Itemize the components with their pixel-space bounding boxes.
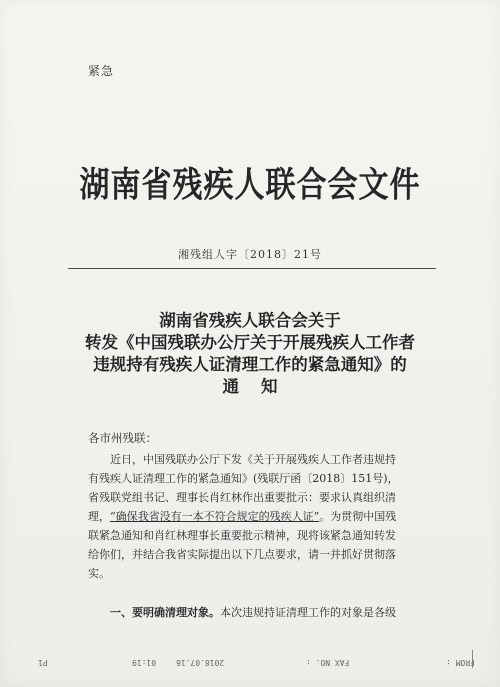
body-line-2: 有残疾人证清理工作的紧急通知》(残联厅函〔2018〕151号)， bbox=[88, 472, 399, 485]
header-divider bbox=[68, 268, 436, 269]
fax-time: 01:19 bbox=[132, 658, 157, 667]
issuing-organization-title: 湖南省残疾人联合会文件 bbox=[79, 165, 421, 206]
section-heading-bold: 一、要明确清理对象。 bbox=[110, 606, 220, 619]
fax-edge-mark bbox=[472, 650, 487, 668]
fax-page-number: P1 bbox=[38, 658, 48, 667]
section-heading-1 bbox=[110, 604, 396, 620]
document-number: 湘残组人字〔2018〕21号 bbox=[178, 248, 322, 261]
body-paragraph bbox=[88, 450, 428, 583]
body-line-5: 联紧急通知和肖红林理事长重要批示精神，现将该紧急通知转发 bbox=[88, 529, 396, 542]
body-line-4-end: 。为贯彻中国残 bbox=[319, 510, 397, 523]
section-heading-text: 本次违规持证清理工作的对象是各级 bbox=[220, 606, 396, 619]
headline-line-2: 转发《中国残联办公厅关于开展残疾人工作者 bbox=[85, 333, 415, 352]
notice-headline bbox=[0, 310, 500, 398]
body-line-6: 给你们，并结合我省实际提出以下几点要求，请一并抓好贯彻落 bbox=[88, 548, 396, 561]
underlined-quote: “确保我省没有一本不符合规定的残疾人证” bbox=[110, 510, 320, 523]
headline-line-3: 违规持有残疾人证清理工作的紧急通知》的 bbox=[93, 355, 407, 374]
fax-from-label: FROM : bbox=[446, 658, 475, 667]
body-line-4-start: 理， bbox=[88, 510, 110, 523]
fax-number-label: FAX NO. : bbox=[306, 658, 350, 667]
fax-transmission-footer bbox=[0, 650, 500, 674]
body-line-4 bbox=[88, 507, 428, 526]
fax-date: 2018.07.16 bbox=[176, 658, 225, 667]
urgency-label: 紧急 bbox=[88, 64, 115, 78]
headline-line-4: 通知 bbox=[222, 377, 300, 396]
salutation: 各市州残联： bbox=[88, 431, 157, 445]
body-line-1: 近日，中国残联办公厅下发《关于开展残疾人工作者违规持 bbox=[110, 453, 396, 466]
body-line-7: 实。 bbox=[88, 567, 110, 580]
body-line-3: 省残联党组书记、理事长肖红林作出重要批示：要求认真组织清 bbox=[88, 491, 396, 504]
headline-line-1: 湖南省残疾人联合会关于 bbox=[159, 311, 341, 330]
